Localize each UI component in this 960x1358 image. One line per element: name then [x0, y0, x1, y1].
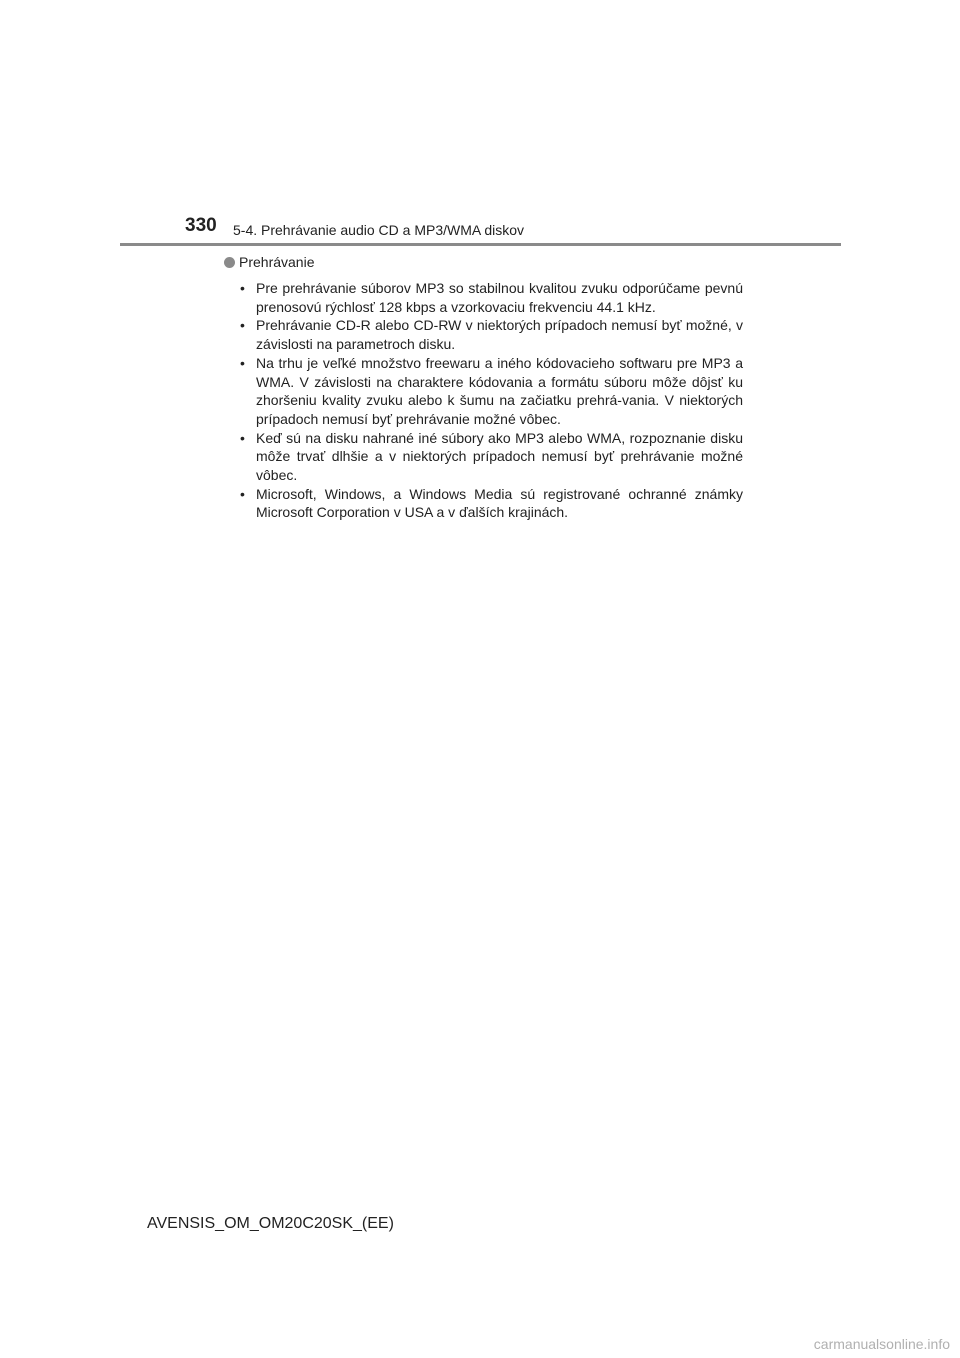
header-rule — [120, 243, 841, 246]
page-number: 330 — [185, 215, 217, 236]
list-item: • Na trhu je veľké množstvo freewaru a iného kódovacieho softwaru pre MP3 a WMA. V závislosti na charaktere kódovania a formátu súboru môže dôjsť ku zhoršeniu kvality zvuku alebo k šumu na začiatku prehrá-vania. V niektorých prípadoch nemusí byť prehrávanie možné vôbec. — [240, 354, 743, 429]
list-item: • Prehrávanie CD-R alebo CD-RW v niektorých prípadoch nemusí byť možné, v závislosti na parametroch disku. — [240, 316, 743, 353]
watermark-text: carmanualsonline.info — [813, 1336, 950, 1352]
circle-bullet-icon — [224, 257, 235, 268]
subheading — [224, 254, 315, 270]
section-title: 5-4. Prehrávanie audio CD a MP3/WMA diskov — [233, 222, 525, 238]
bullet-list — [240, 279, 743, 522]
subheading-label: Prehrávanie — [239, 254, 315, 270]
footer-doc-code: AVENSIS_OM_OM20C20SK_(EE) — [147, 1215, 394, 1232]
list-item: • Pre prehrávanie súborov MP3 so stabilnou kvalitou zvuku odporúčame pevnú prenosovú rýchlosť 128 kbps a vzorkovaciu frekvenciu 44.1 kHz. — [240, 279, 743, 316]
list-item: • Microsoft, Windows, a Windows Media sú registrované ochranné známky Microsoft Corporation v USA a v ďalších krajinách. — [240, 485, 743, 522]
list-item: • Keď sú na disku nahrané iné súbory ako MP3 alebo WMA, rozpoznanie disku môže trvať dlhšie a v niektorých prípadoch nemusí byť prehrávanie možné vôbec. — [240, 429, 743, 485]
